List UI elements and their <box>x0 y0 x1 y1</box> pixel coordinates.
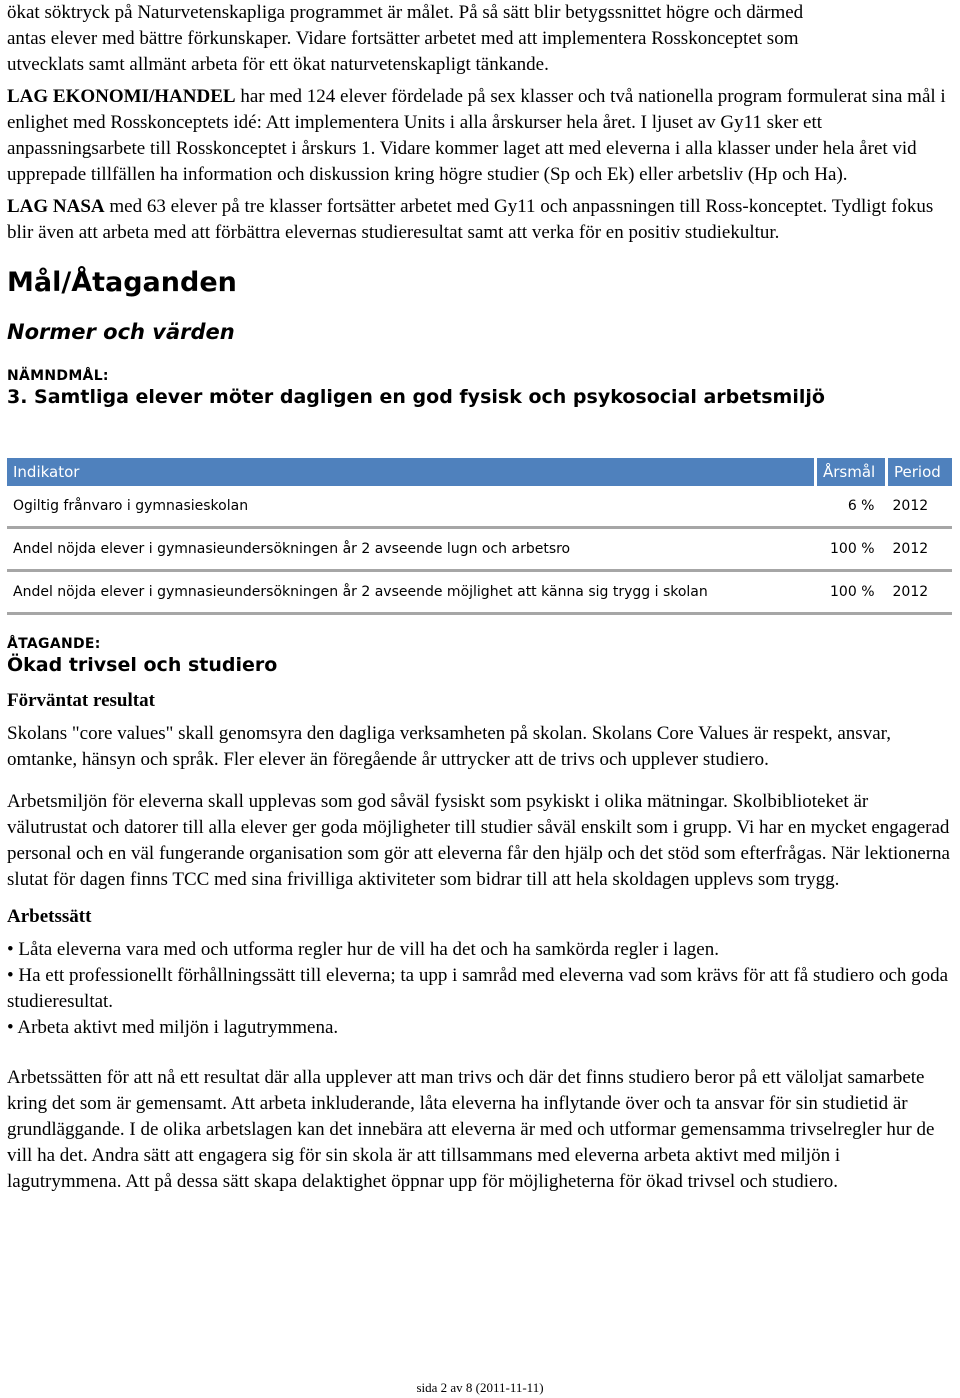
indicator-cell: Andel nöjda elever i gymnasieundersökningen år 2 avseende lugn och arbetsro <box>7 528 816 571</box>
list-item: • Låta eleverna vara med och utforma regler hur de vill ha det och ha samkörda regler i lagen. <box>7 939 719 960</box>
intro-paragraph-1 <box>7 0 953 78</box>
expected-result-heading: Förväntat resultat <box>7 690 155 711</box>
header-arsmal: Årsmål <box>816 458 887 486</box>
lag-ekonomi-text: har med 124 elever fördelade på sex klasser och två nationella program formulerat sina mål i enlighet med Rosskonceptets idé: Att implementera Units i alla årskurser hela året. I ljuset av Gy11 sker ett anpassningsarbete till Rosskonceptet i årskurs 1. Vidare kommer laget att med eleverna i alla klasser under hela året vid upprepade tillfällen ha information och diskussion kring högre studier (Sp och Ek) eller arbetsliv (Hp och Ha). <box>7 86 946 185</box>
method-paragraph: Arbetssätten för att nå ett resultat där alla upplever att man trivs och där det finns studiero beror på ett väloljat samarbete kring det som är gemensamt. Att arbeta inkluderande, låta eleverna ha inflytande över och ta ansvar för sin studietid är grundläggande. I de olika arbetslagen kan det innebära att eleverna är med och utformar gemensamma trivselregler hur de vill ha det. Andra sätt att engagera sig för sin skola är att tillsammans med eleverna arbeta aktivt med miljön i lagutrymmena. Att på dessa sätt skapa delaktighet öppnar upp för möjligheterna för ökad trivsel och studiero. <box>7 1067 935 1192</box>
lag-nasa-paragraph <box>7 194 953 246</box>
expected-result-paragraph-1: Skolans "core values" skall genomsyra den dagliga verksamheten på skolan. Skolans Core Values är respekt, ansvar, omtanke, hänsyn och språk. Fler elever än föregående år uttrycker att de trivs och upplever studiero. <box>7 723 891 770</box>
lag-ekonomi-label: LAG EKONOMI/HANDEL <box>7 86 236 107</box>
period-cell: 2012 <box>887 528 953 571</box>
header-indikator: Indikator <box>7 458 816 486</box>
commitment-label: ÅTAGANDE: <box>7 636 101 652</box>
intro-line-3: utvecklats samt allmänt arbeta för ett ökat naturvetenskapligt tänkande. <box>7 54 549 75</box>
goal-title: 3. Samtliga elever möter dagligen en god fysisk och psykosocial arbetsmiljö <box>7 386 825 408</box>
table-row <box>7 486 952 528</box>
intro-line-1: ökat söktryck på Naturvetenskapliga programmet är målet. På så sätt blir betygssnittet högre och därmed <box>7 2 804 23</box>
expected-result-paragraph-2: Arbetsmiljön för eleverna skall upplevas som god såväl fysiskt som psykiskt i olika mätningar. Skolbiblioteket är välutrustat och datorer till alla elever ger goda möjligheter till studier såväl enskilt som i grupp. Vi har en mycket engagerad personal och en väl fungerande organisation som gör att eleverna får den hjälp och det stöd som efterfrågas. När lektionerna slutat för dagen finns TCC med sina frivilliga aktiviteter som bidrar till att hela skoldagen upplevs som trygg. <box>7 791 950 890</box>
section-title: Mål/Åtaganden <box>7 267 237 298</box>
goal-label: NÄMNDMÅL: <box>7 368 109 384</box>
period-cell: 2012 <box>887 571 953 614</box>
table-row <box>7 528 952 571</box>
table-row <box>7 571 952 614</box>
subsection-title: Normer och värden <box>7 320 235 344</box>
target-cell: 6 % <box>816 486 887 528</box>
target-cell: 100 % <box>816 571 887 614</box>
indicator-table <box>7 458 952 615</box>
method-heading: Arbetssätt <box>7 906 92 927</box>
list-item: • Arbeta aktivt med miljön i lagutrymmena. <box>7 1017 339 1038</box>
commitment-title: Ökad trivsel och studiero <box>7 654 278 676</box>
page-footer: sida 2 av 8 (2011-11-11) <box>416 1380 544 1395</box>
lag-nasa-label: LAG NASA <box>7 196 105 217</box>
period-cell: 2012 <box>887 486 953 528</box>
header-period: Period <box>887 458 953 486</box>
lag-nasa-text: med 63 elever på tre klasser fortsätter arbetet med Gy11 och anpassningen till Ross-konceptet. Tydligt fokus blir även att arbeta med att förbättra elevernas studieresultat samt att verka för en positiv studiekultur. <box>7 196 934 243</box>
indicator-table-header <box>7 458 952 486</box>
intro-line-2: antas elever med bättre förkunskaper. Vidare fortsätter arbetet med att implementera Rosskonceptet som <box>7 28 799 49</box>
intro-block <box>7 0 953 246</box>
lag-ekonomi-paragraph <box>7 84 953 188</box>
target-cell: 100 % <box>816 528 887 571</box>
indicator-cell: Ogiltig frånvaro i gymnasieskolan <box>7 486 816 528</box>
list-item: • Ha ett professionellt förhållningssätt till eleverna; ta upp i samråd med eleverna vad som krävs för att få studiero och goda studieresultat. <box>7 965 949 1012</box>
indicator-cell: Andel nöjda elever i gymnasieundersökningen år 2 avseende möjlighet att känna sig trygg i skolan <box>7 571 816 614</box>
method-bullet-list <box>7 937 953 1041</box>
